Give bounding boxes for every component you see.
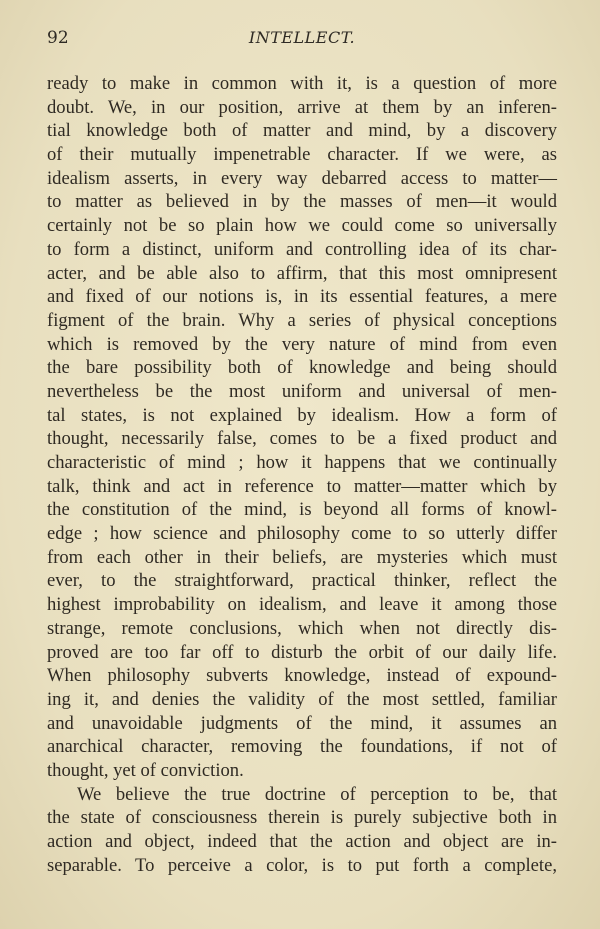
page-body-text — [47, 72, 557, 877]
text-line: figment of the brain. Why a series of physical conceptions — [47, 309, 557, 331]
text-line: strange, remote conclusions, which when not directly dis- — [47, 617, 557, 639]
text-line: ing it, and denies the validity of the most settled, familiar — [47, 688, 557, 710]
text-line: characteristic of mind ; how it happens that we continually — [47, 452, 557, 473]
text-line: doubt. We, in our position, arrive at them by an inferen- — [47, 96, 557, 118]
text-line: action and object, indeed that the action and object are in- — [47, 831, 557, 852]
text-line: thought, yet of conviction. — [47, 759, 244, 781]
page-header — [47, 28, 557, 52]
text-line: which is removed by the very nature of mind from even — [47, 333, 557, 355]
text-line: idealism asserts, in every way debarred access to matter— — [47, 167, 557, 189]
text-line: edge ; how science and philosophy come to so utterly differ — [47, 523, 557, 545]
text-line: anarchical character, removing the foundations, if not of — [47, 736, 557, 758]
text-line: separable. To perceive a color, is to put forth a complete, — [47, 854, 557, 876]
text-line: When philosophy subverts knowledge, instead of expound- — [47, 665, 557, 687]
page-number: 92 — [47, 28, 69, 48]
text-line: talk, think and act in reference to matter—matter which by — [47, 475, 557, 497]
running-title: INTELLECT. — [248, 28, 356, 47]
text-line: tal states, is not explained by idealism. How a form of — [47, 404, 557, 426]
text-line: the bare possibility both of knowledge and being should — [47, 357, 557, 379]
text-line: to form a distinct, uniform and controlling idea of its char- — [47, 238, 557, 260]
text-line: the state of consciousness therein is purely subjective both in — [47, 807, 557, 829]
text-line: ready to make in common with it, is a question of more — [47, 73, 557, 94]
text-line: highest improbability on idealism, and leave it among those — [47, 594, 557, 616]
text-line: the constitution of the mind, is beyond all forms of knowl- — [47, 499, 557, 521]
text-line: tial knowledge both of matter and mind, by a discovery — [47, 120, 557, 142]
text-line: of their mutually impenetrable character. If we were, as — [47, 144, 557, 166]
text-line: to matter as believed in by the masses of men—it would — [47, 191, 557, 213]
text-line: nevertheless be the most uniform and universal of men- — [47, 380, 557, 402]
text-line: thought, necessarily false, comes to be a fixed product and — [47, 428, 557, 450]
text-line: certainly not be so plain how we could come so universally — [47, 215, 557, 237]
text-line: We believe the true doctrine of perception to be, that — [77, 783, 557, 805]
text-line: and fixed of our notions is, in its essential features, a mere — [47, 286, 557, 308]
text-line: from each other in their beliefs, are mysteries which must — [47, 546, 557, 568]
text-line: proved are too far off to disturb the orbit of our daily life. — [47, 641, 557, 663]
text-line: and unavoidable judgments of the mind, it assumes an — [47, 712, 557, 734]
text-line: acter, and be able also to affirm, that this most omnipresent — [47, 262, 557, 284]
text-line: ever, to the straightforward, practical thinker, reflect the — [47, 570, 557, 592]
